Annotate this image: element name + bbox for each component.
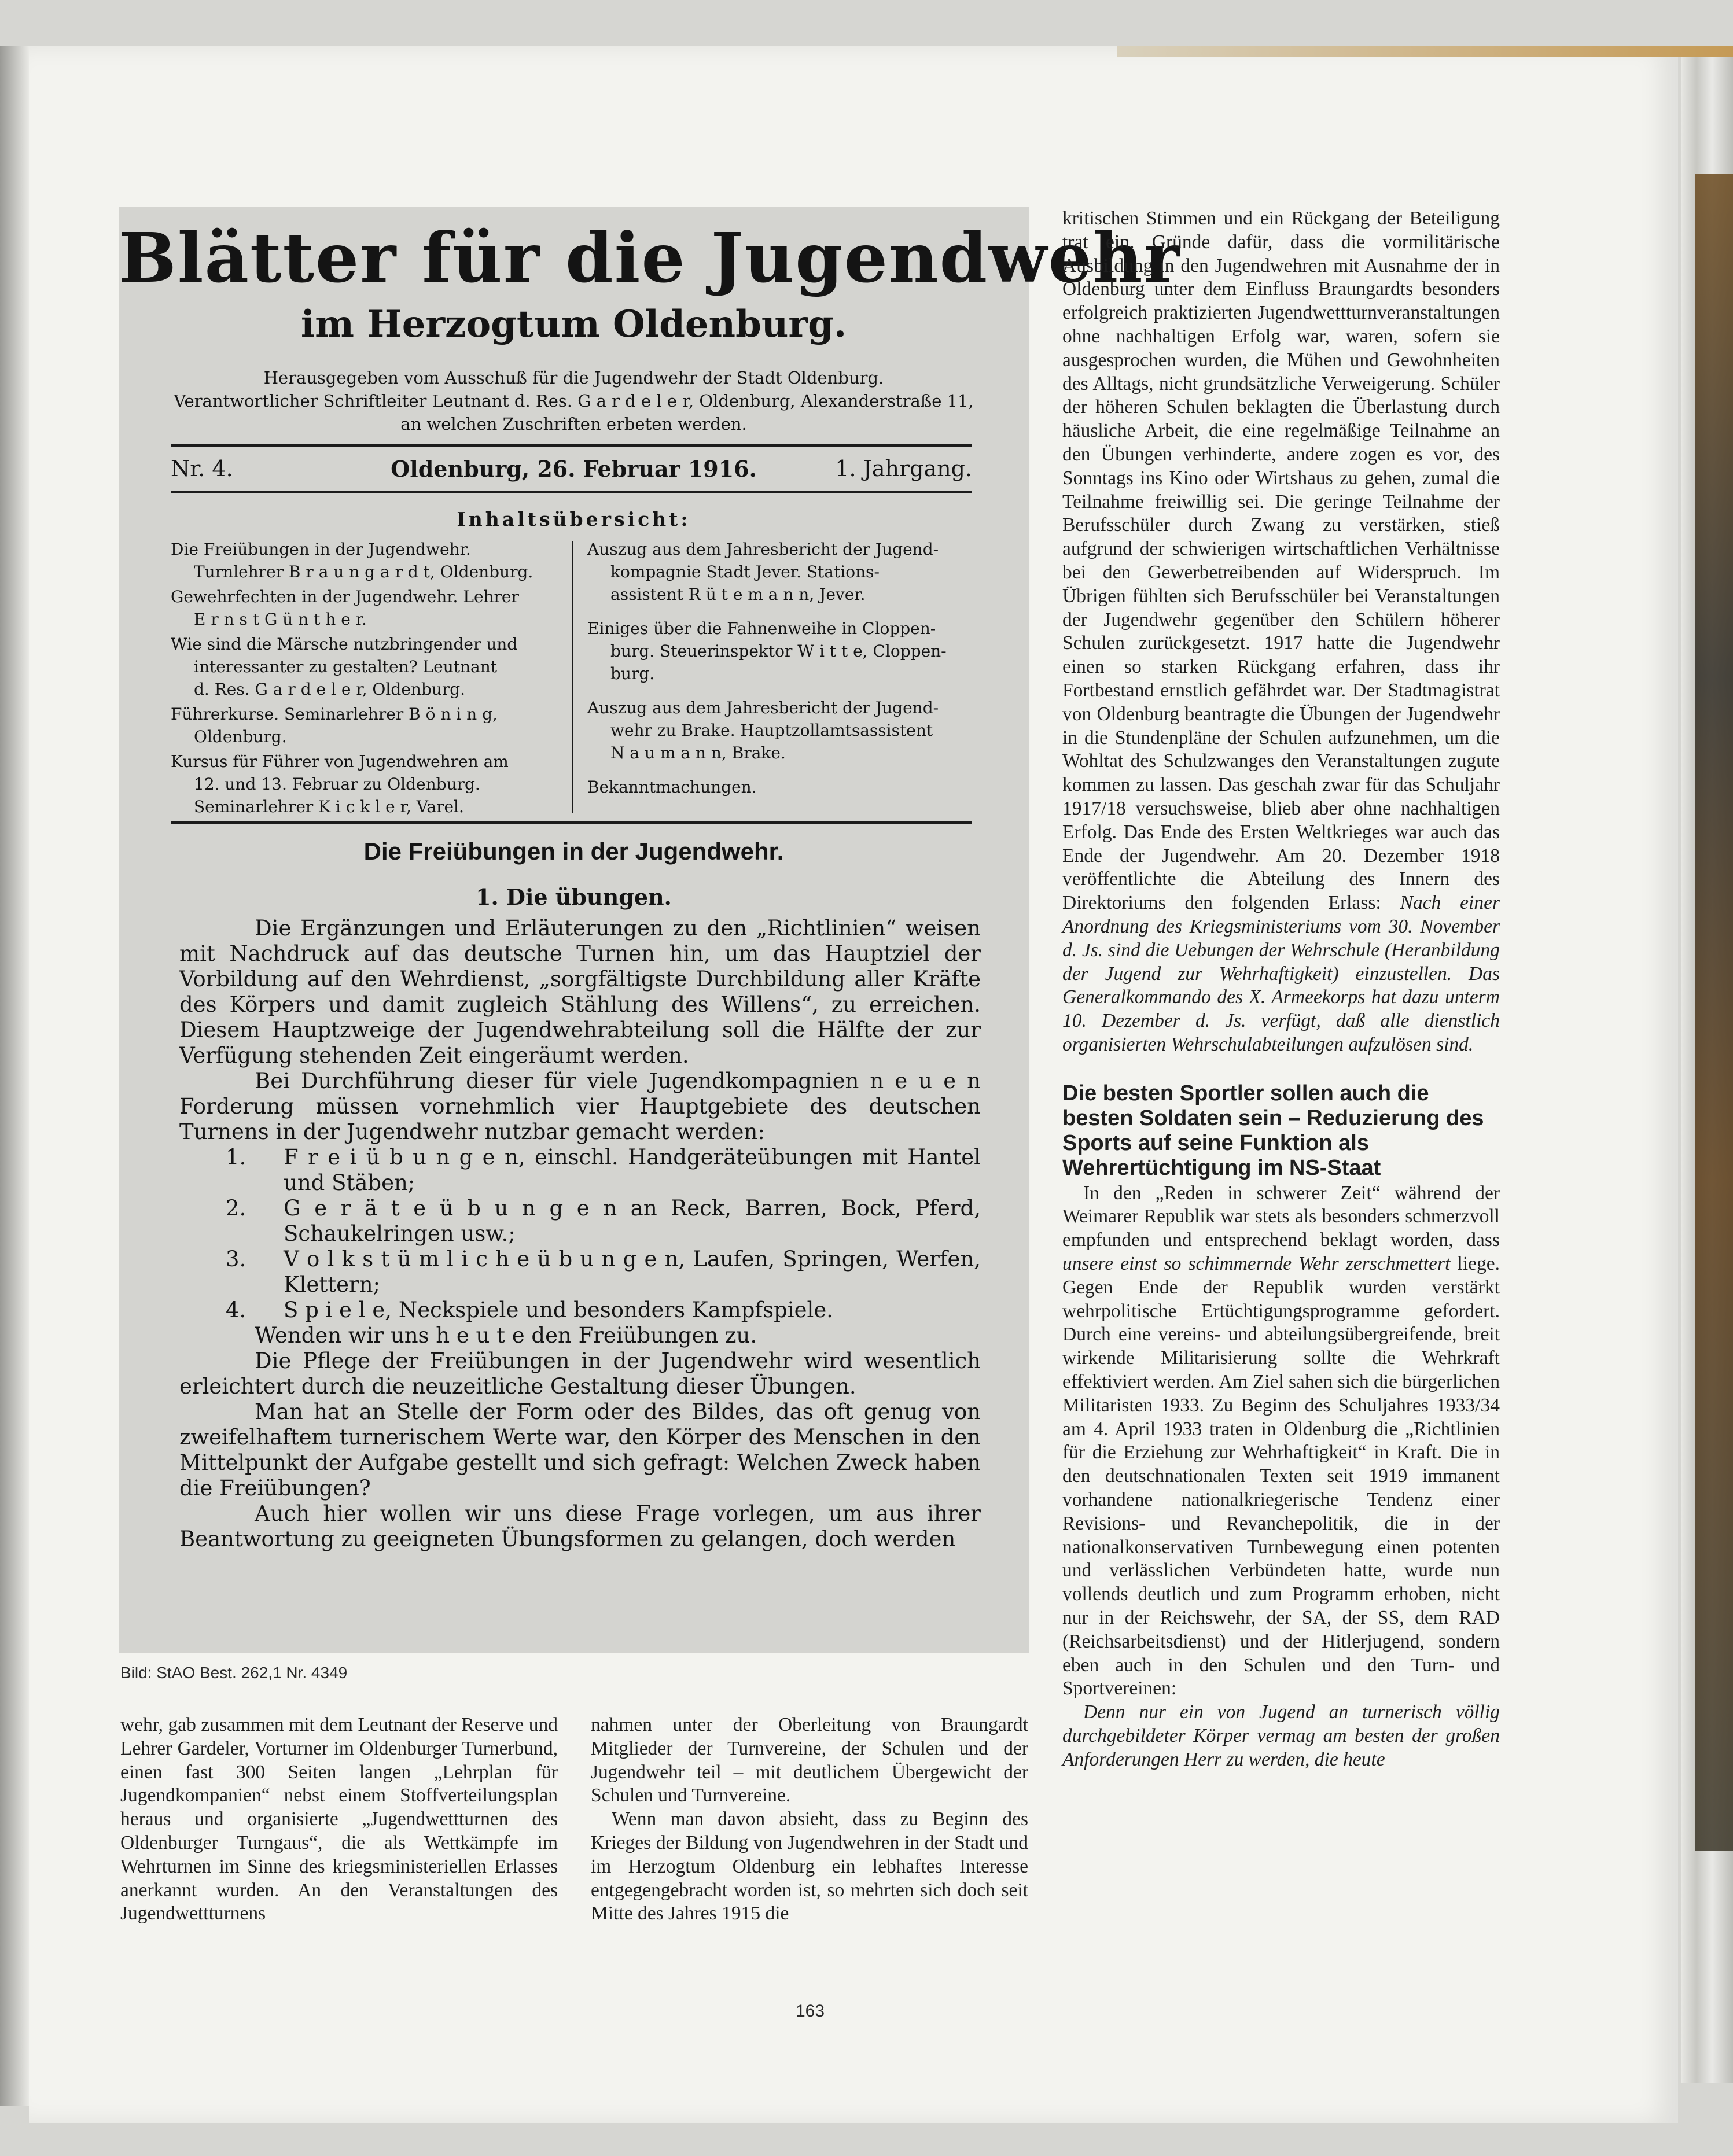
toc-entry bbox=[171, 750, 553, 818]
toc-entry bbox=[171, 585, 553, 631]
body-paragraph bbox=[1062, 1182, 1500, 1701]
facsimile-subtitle: im Herzogtum Oldenburg. bbox=[300, 303, 847, 346]
exercise-list-item bbox=[179, 1298, 981, 1323]
body-paragraph bbox=[1062, 1701, 1500, 1771]
toc-entry-line: interessanter zu gestalten? Leutnant bbox=[194, 657, 498, 676]
image-caption: Bild: StAO Best. 262,1 Nr. 4349 bbox=[120, 1664, 348, 1682]
toc-entry bbox=[587, 776, 972, 798]
list-text: F r e i ü b u n g e n, einschl. Handgeräteübungen mit Hantel und Stäben; bbox=[284, 1145, 981, 1195]
article-paragraph: Wenden wir uns h e u t e den Freiübungen zu. bbox=[255, 1323, 757, 1348]
toc-entry bbox=[587, 617, 972, 685]
list-text: G e r ä t e ü b u n g e n an Reck, Barren, Bock, Pferd, Schaukelringen usw.; bbox=[284, 1196, 981, 1246]
toc-entry-line: 12. und 13. Februar zu Oldenburg. bbox=[194, 775, 480, 794]
toc-entry-line: wehr zu Brake. Hauptzollamtsassistent bbox=[610, 721, 933, 740]
toc-entry-line: Auszug aus dem Jahresbericht der Jugend- bbox=[587, 540, 939, 559]
facsimile-year: 1. Jahrgang. bbox=[835, 456, 972, 481]
article-paragraph: Auch hier wollen wir uns diese Frage vorlegen, um aus ihrer Beantwortung zu geeigneten Übungsformen zu gelangen, doch werden bbox=[179, 1501, 981, 1551]
list-number: 4. bbox=[226, 1298, 246, 1322]
toc-entry-line: Führerkurse. Seminarlehrer B ö n i n g, bbox=[171, 705, 498, 724]
toc-right-column bbox=[587, 538, 972, 810]
toc-entry bbox=[587, 538, 972, 606]
toc-entry-line: Gewehrfechten in der Jugendwehr. Lehrer bbox=[171, 587, 519, 606]
toc-entry-line: d. Res. G a r d e l e r, Oldenburg. bbox=[194, 680, 466, 699]
facsimile-submissions-line: an welchen Zuschriften erbeten werden. bbox=[400, 414, 747, 434]
toc-entry bbox=[587, 696, 972, 764]
toc-entry-line: E r n s t G ü n t h e r. bbox=[194, 610, 367, 629]
toc-entry-line: assistent R ü t e m a n n, Jever. bbox=[610, 585, 866, 604]
toc-entry-line: N a u m a n n, Brake. bbox=[610, 743, 786, 762]
toc-entry-line: Wie sind die Märsche nutzbringender und bbox=[171, 635, 518, 654]
exercise-list bbox=[179, 1145, 981, 1323]
toc-left-column bbox=[171, 538, 553, 820]
toc-entry-line: Auszug aus dem Jahresbericht der Jugend- bbox=[587, 698, 939, 717]
article-paragraph: Man hat an Stelle der Form oder des Bildes, das oft genug von zweifelhaftem turnerischem Werte war, den Körper des Menschen in den Mittelpunkt der Aufgabe gestellt und sich gefragt: Welchen Zweck haben die Freiübungen? bbox=[179, 1399, 981, 1501]
toc-entry bbox=[171, 538, 553, 583]
article-paragraph: Die Ergänzungen und Erläuterungen zu den „Richtlinien“ weisen mit Nachdruck auf das deutsche Turnen hin, um das Hauptziel der Vorbildung auf den Wehrdienst, „sorgfältigste Durchbildung aller Kräfte des Körpers und damit zugleich Stählung des Willens“, zu erreichen. Diesem Hauptzweige der Jugendwehrabteilung soll die Hälfte der zur Verfügung stehenden Zeit eingeräumt werden. bbox=[179, 916, 981, 1068]
toc-entry-line: Oldenburg. bbox=[194, 727, 287, 746]
body-paragraph: nahmen unter der Oberleitung von Braungardt Mitglieder der Turnvereine, der Schulen und der Jugendwehr teil – mit deutlichem Übergewicht der Schulen und Turnvereine. bbox=[591, 1714, 1028, 1807]
list-number: 3. bbox=[226, 1247, 246, 1272]
section-heading: 1. Die übungen. bbox=[476, 884, 672, 910]
quoted-decree: Nach einer Anordnung des Kriegsministeriums vom 30. November d. Js. sind die Uebungen der Wehrschule (Heranbildung der Jugend zur Wehrhaftigkeit) einzustellen. Das Generalkommando des X. Armeekorps hat dazu unterm 10. Dezember d. Js. verfügt, daß alle dienstlich organisierten Wehrschulabteilungen aufzulösen sind. bbox=[1062, 892, 1500, 1055]
list-number: 1. bbox=[226, 1145, 246, 1170]
right-text-column bbox=[1062, 207, 1500, 1772]
quoted-phrase: unsere einst so schimmernde Wehr zerschmettert bbox=[1062, 1253, 1451, 1275]
list-text: S p i e l e, Neckspiele und besonders Kampfspiele. bbox=[284, 1298, 833, 1322]
section-subheading: Die besten Sportler sollen auch die besten Soldaten sein – Reduzierung des Sports auf seine Funktion als Wehrertüchtigung im NS-Staat bbox=[1062, 1081, 1484, 1180]
article-title: Die Freiübungen in der Jugendwehr. bbox=[363, 838, 784, 865]
middle-text-column bbox=[591, 1713, 1028, 1926]
exercise-list-item bbox=[179, 1145, 981, 1196]
toc-divider bbox=[572, 541, 573, 813]
toc-entry-line: Seminarlehrer K i c k l e r, Varel. bbox=[194, 797, 464, 816]
toc-entry-line: burg. Steuerinspektor W i t t e, Cloppen- bbox=[610, 642, 947, 661]
body-text: kritischen Stimmen und ein Rückgang der Beteiligung trat ein. Gründe dafür, dass die vormilitärische Ausbildung in den Jugendwehren mit Ausnahme der in Oldenburg unter dem Einfluss Braungardts besonders erfolgreich praktizierten Jugendwettturnveranstaltungen ohne nachhaltigen Erfolg war, waren, sofern sie ausgesprochen wurden, die Mühen und Gewohnheiten des Alltags, nicht grundsätzliche Verweigerung. Schüler der höheren Schulen beklagten die Überlastung durch häusliche Arbeit, die eine regelmäßige Teilnahme an den Übungen verhinderte, andere zogen es vor, des Sonntags ins Kino oder Wirtshaus zu gehen, zumal die Teilnahme freiwillig sei. Die geringe Teilnahme der Berufsschüler durch Zwang zu verstärken, stieß aufgrund der schwierigen wirtschaftlichen Verhältnisse bei den Gewerbetreibenden auf Widerspruch. Im Übrigen fühlten sich Berufsschüler bei Veranstaltungen der Jugendwehr gegenüber den Schülern höherer Schulen zurückgesetzt. 1917 hatte die Jugendwehr einen so starken Rückgang erfahren, dass ihr Fortbestand ernstlich gefährdet war. Der Stadtmagistrat von Oldenburg beantragte die Übungen der Jugendwehr in die Stundenpläne der Schulen aufzunehmen, um die Wohltat des Schulzwanges den Veranstaltungen zugute kommen zu lassen. Das geschah zwar für das Schuljahr 1917/18 versuchsweise, blieb aber ohne nachhaltigen Erfolg. Das Ende des Ersten Weltkrieges war auch das Ende der Jugendwehr. Am 20. Dezember 1918 veröffentlichte die Abteilung des Innern des Direktoriums den folgenden Erlass: bbox=[1062, 208, 1500, 914]
facsimile-date: Oldenburg, 26. Februar 1916. bbox=[391, 456, 757, 482]
toc-entry-line: burg. bbox=[610, 664, 655, 683]
list-text: V o l k s t ü m l i c h e ü b u n g e n, Laufen, Springen, Werfen, Klettern; bbox=[284, 1247, 981, 1297]
facsimile-rule-toc bbox=[171, 821, 972, 824]
facsimile-rule-bottom bbox=[171, 491, 972, 493]
facsimile-title: Blätter für die Jugendwehr bbox=[119, 218, 1181, 298]
facsimile-publisher-line: Herausgegeben vom Ausschuß für die Jugendwehr der Stadt Oldenburg. bbox=[263, 368, 884, 388]
body-paragraph: Wenn man davon absieht, dass zu Beginn des Krieges der Bildung von Jugendwehren in der Stadt und im Herzogtum Oldenburg ein lebhaftes Interesse entgegengebracht worden ist, so mehrten sich doch seit Mitte des Jahres 1915 die bbox=[591, 1808, 1028, 1925]
toc-entry-line: Kursus für Führer von Jugendwehren am bbox=[171, 752, 509, 771]
facsimile-editor-line: Verantwortlicher Schriftleiter Leutnant d. Res. G a r d e l e r, Oldenburg, Alexanderstraße 11, bbox=[174, 391, 974, 411]
toc-entry-line: Die Freiübungen in der Jugendwehr. bbox=[171, 540, 471, 559]
facsimile-rule-top bbox=[171, 444, 972, 447]
left-text-column bbox=[120, 1713, 558, 1926]
toc-entry-line: Einiges über die Fahnenweihe in Cloppen- bbox=[587, 619, 936, 638]
body-text: liege. Gegen Ende der Republik wurden verstärkt wehrpolitische Ertüchtigungsprogramme gefordert. Durch eine vereins- und abteilungsübergreifende, breit wirkende Militarisierung sollte die Wehrkraft effektiviert werden. Am Ziel sahen sich die bürgerlichen Militaristen 1933. Zu Beginn des Schuljahres 1933/34 am 4. April 1933 traten in Oldenburg die „Richtlinien für die Erziehung zur Wehrhaftigkeit“ in Kraft. Die in den deutschnationalen Texten seit 1919 immanent vorhandene nationalkriegerische Tendenz einer Revisions- und Revanchepolitik, die in der nationalkonservativen Turnbewegung einen potenten und verlässlichen Verbündeten hatte, wurde nun vollends deutlich und zum Programm erhoben, nicht nur in der Reichswehr, der SA, der SS, dem RAD (Reichsarbeitsdienst) und der Hitlerjugend, sondern eben auch in den Schulen und den Turn- und Sportvereinen: bbox=[1062, 1253, 1500, 1700]
quoted-passage: Denn nur ein von Jugend an turnerisch völlig durchgebildeter Körper vermag am besten der großen Anforderungen Herr zu werden, die heute bbox=[1062, 1701, 1500, 1770]
list-number: 2. bbox=[226, 1196, 246, 1221]
top-edge-strip bbox=[1117, 46, 1733, 57]
book-cover-edge bbox=[1695, 174, 1733, 1851]
toc-heading: Inhaltsübersicht: bbox=[457, 508, 691, 530]
exercise-list-item bbox=[179, 1247, 981, 1298]
toc-entry-line: kompagnie Stadt Jever. Stations- bbox=[610, 562, 880, 581]
exercise-list-item bbox=[179, 1196, 981, 1247]
body-paragraph: wehr, gab zusammen mit dem Leutnant der Reserve und Lehrer Gardeler, Vorturner im Oldenburger Turnerbund, einen fast 300 Seiten langen „Lehrplan für Jugendkompanien“ nebst einem Stoffverteilungsplan heraus und organisierte „Jugendwettturnen des Oldenburger Turngaus“, die als Wettkämpfe im Wehrturnen im Sinne des kriegsministeriellen Erlasses anerkannt wurden. An den Veranstaltungen des Jugendwettturnens bbox=[120, 1714, 558, 1925]
article-paragraph: Bei Durchführung dieser für viele Jugendkompagnien n e u e n Forderung müssen vornehmlich vier Hauptgebiete des deutschen Turnens in der Jugendwehr nutzbar gemacht werden: bbox=[179, 1068, 981, 1144]
toc-entry-line: Bekanntmachungen. bbox=[587, 777, 757, 797]
article-body bbox=[179, 916, 981, 1552]
body-paragraph bbox=[1062, 207, 1500, 1057]
facsimile-issue-number: Nr. 4. bbox=[171, 456, 233, 481]
page-number: 163 bbox=[795, 2002, 825, 2021]
toc-entry-line: Turnlehrer B r a u n g a r d t, Oldenburg. bbox=[194, 562, 533, 581]
body-text: In den „Reden in schwerer Zeit“ während der Weimarer Republik war stets als besonders schmerzvoll empfunden und entsprechend beklagt worden, dass bbox=[1062, 1182, 1500, 1251]
toc-entry bbox=[171, 633, 553, 701]
toc-entry bbox=[171, 703, 553, 748]
left-page-edge bbox=[0, 46, 29, 2106]
newsletter-facsimile bbox=[119, 207, 1181, 1653]
article-paragraph: Die Pflege der Freiübungen in der Jugendwehr wird wesentlich erleichtert durch die neuzeitliche Gestaltung dieser Übungen. bbox=[179, 1348, 981, 1399]
